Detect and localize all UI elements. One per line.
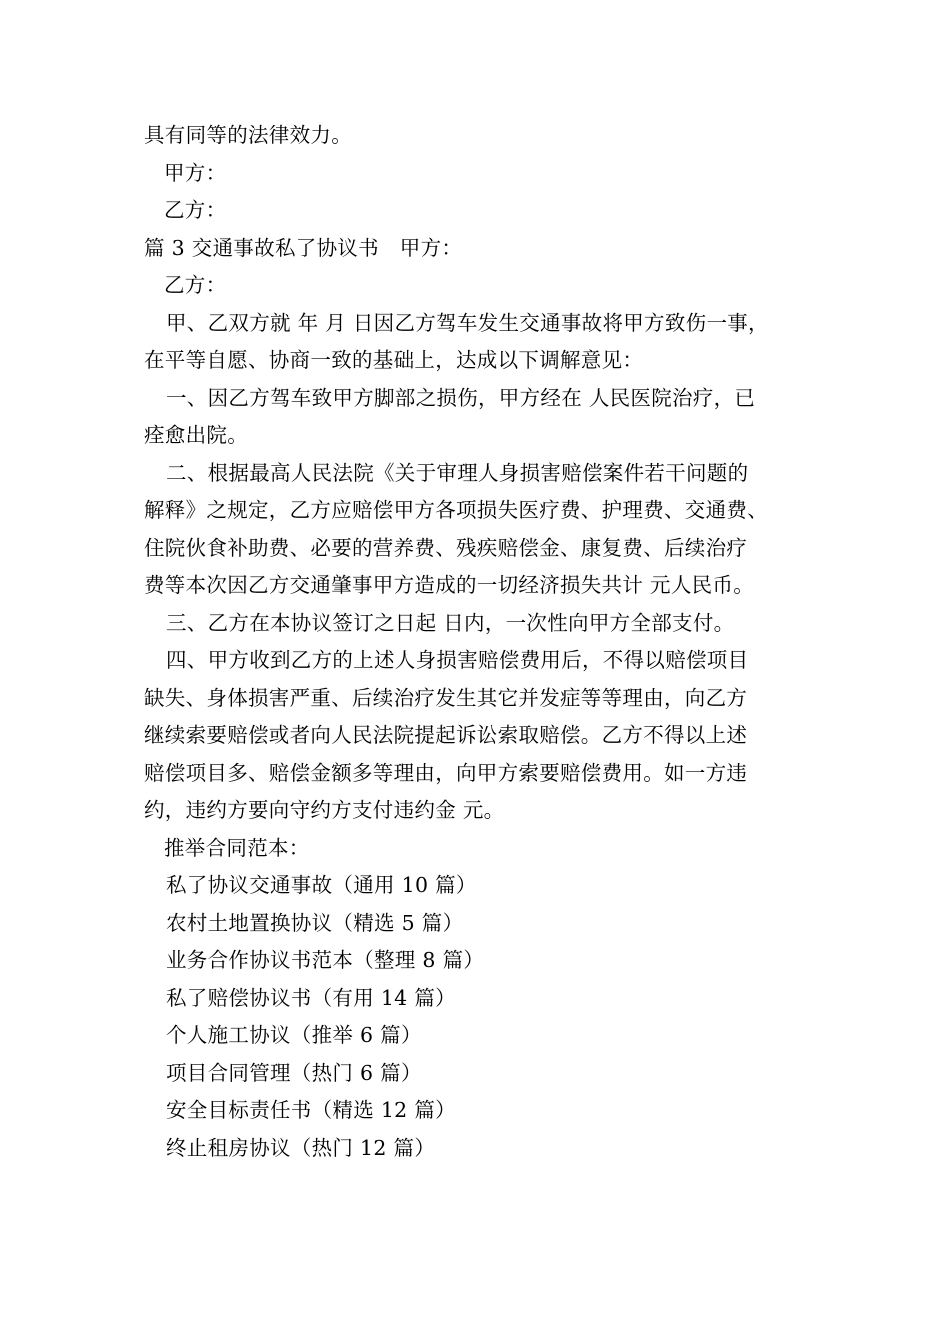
clause-two-line: 解释》之规定，乙方应赔偿甲方各项损失医疗费、护理费、交通费、 xyxy=(144,498,768,522)
clause-four-line: 赔偿项目多、赔偿金额多等理由，向甲方索要赔偿费用。如一方违 xyxy=(144,760,748,785)
clause-four-line: 四、甲方收到乙方的上述人身损害赔偿费用后，不得以赔偿项目 xyxy=(166,648,749,672)
clause-four-line: 继续索要赔偿或者向人民法院提起诉讼索取赔偿。乙方不得以上述 xyxy=(144,723,748,747)
recommended-link[interactable]: 农村土地置换协议（精选 5 篇） xyxy=(166,910,464,935)
paragraph-line: 甲、乙双方就 年 月 日因乙方驾车发生交通事故将甲方致伤一事， xyxy=(166,310,769,335)
party-b-label: 乙方： xyxy=(164,273,227,297)
recommended-link[interactable]: 个人施工协议（推举 6 篇） xyxy=(166,1023,422,1047)
recommended-link[interactable]: 私了协议交通事故（通用 10 篇） xyxy=(166,873,477,897)
clause-one-line: 一、因乙方驾车致甲方脚部之损伤，甲方经在 人民医院治疗，已 xyxy=(166,385,756,410)
section-heading: 篇 3 交通事故私了协议书 甲方： xyxy=(144,235,463,260)
clause-two-line: 住院伙食补助费、必要的营养费、残疾赔偿金、康复费、后续治疗 xyxy=(144,535,748,560)
clause-two-line: 二、根据最高人民法院《关于审理人身损害赔偿案件若干问题的 xyxy=(166,460,749,485)
party-a-label: 甲方： xyxy=(164,160,227,185)
recommended-link[interactable]: 业务合作协议书范本（整理 8 篇） xyxy=(166,948,485,972)
recommended-link[interactable]: 项目合同管理（热门 6 篇） xyxy=(166,1060,422,1085)
recommended-link[interactable]: 终止租房协议（热门 12 篇） xyxy=(166,1135,436,1160)
document-body xyxy=(144,117,824,1167)
recommended-link[interactable]: 私了赔偿协议书（有用 14 篇） xyxy=(166,985,456,1010)
paragraph-line: 在平等自愿、协商一致的基础上，达成以下调解意见： xyxy=(144,348,644,372)
paragraph-line: 具有同等的法律效力。 xyxy=(144,123,352,147)
clause-four-line: 缺失、身体损害严重、后续治疗发生其它并发症等等理由，向乙方 xyxy=(144,685,748,710)
clause-four-line: 约，违约方要向守约方支付违约金 元。 xyxy=(144,798,505,822)
recommended-heading: 推举合同范本： xyxy=(164,835,310,860)
clause-one-line: 痊愈出院。 xyxy=(144,423,248,447)
clause-two-line: 费等本次因乙方交通肇事甲方造成的一切经济损失共计 元人民币。 xyxy=(144,573,755,597)
clause-three-line: 三、乙方在本协议签订之日起 日内，一次性向甲方全部支付。 xyxy=(166,610,735,635)
recommended-link[interactable]: 安全目标责任书（精选 12 篇） xyxy=(166,1098,456,1122)
party-b-label: 乙方： xyxy=(164,198,227,222)
